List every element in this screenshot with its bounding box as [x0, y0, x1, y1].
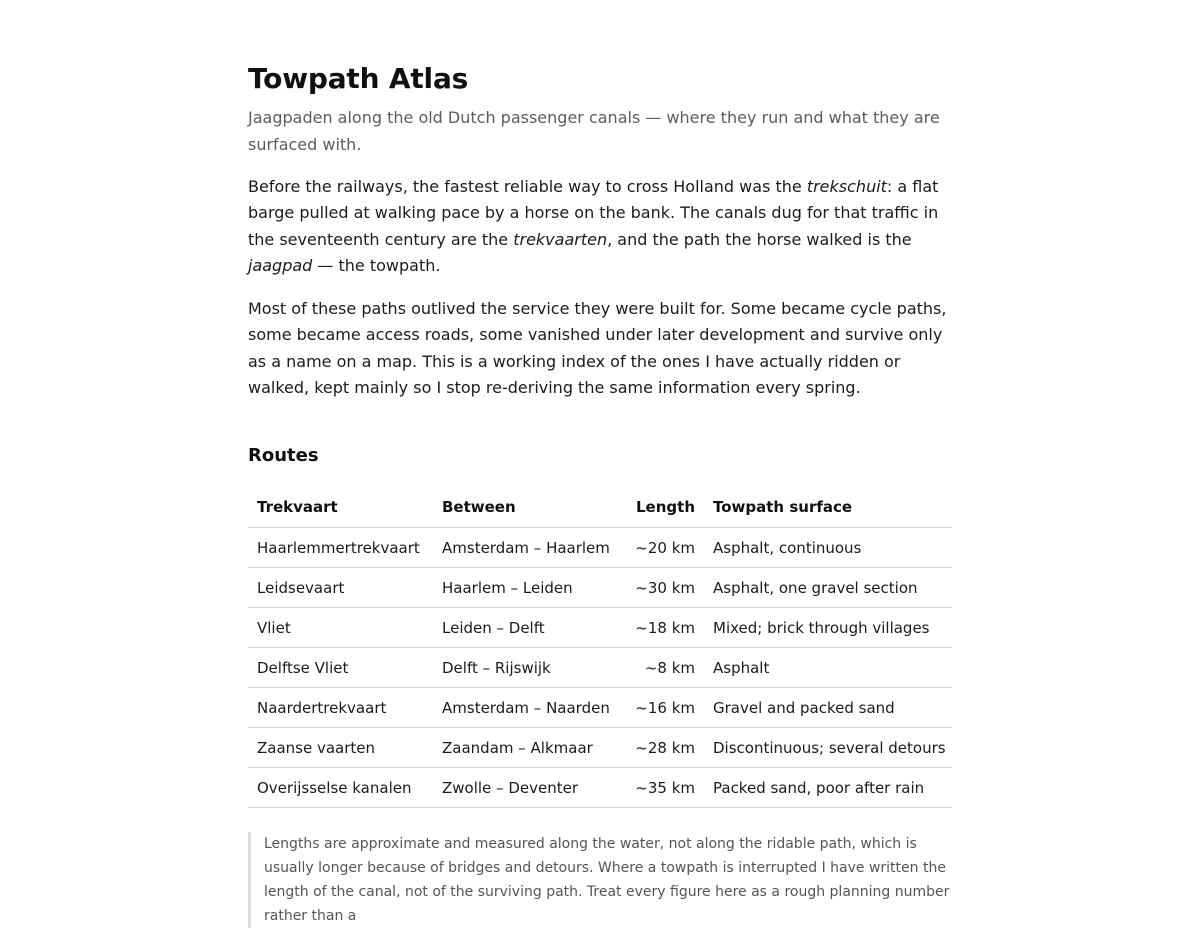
intro-text: — the towpath. [312, 255, 441, 275]
table-row [248, 768, 952, 808]
routes-table [248, 487, 952, 808]
column-header-length: Length [613, 487, 704, 528]
cell-trekvaart: Vliet [248, 608, 433, 648]
cell-surface: Discontinuous; several detours [704, 728, 952, 768]
term-trekvaarten: trekvaarten [513, 229, 608, 249]
cell-surface: Asphalt, one gravel section [704, 568, 952, 608]
column-header-between: Between [433, 487, 613, 528]
table-row [248, 608, 952, 648]
cell-length: ~8 km [613, 648, 704, 688]
intro-paragraph-2: Most of these paths outlived the service they were built for. Some became cycle paths, some became access roads, some vanished under later development and survive only as a name on a map. This is a working index of the ones I have actually ridden or walked, kept mainly so I stop re-deriving the same information every spring. [248, 299, 947, 397]
page-title: Towpath Atlas [248, 62, 469, 95]
cell-length: ~35 km [613, 768, 704, 808]
cell-surface: Asphalt, continuous [704, 528, 952, 568]
term-trekschuit: trekschuit [806, 177, 887, 196]
cell-between: Leiden – Delft [433, 608, 613, 648]
cell-trekvaart: Overijsselse kanalen [248, 768, 433, 808]
table-row [248, 528, 952, 568]
table-row [248, 688, 952, 728]
intro-text: : a flat barge pulled at walking pace by a horse on the bank. The canals dug for that traffic in the seventeenth century are the [248, 177, 939, 249]
cell-trekvaart: Delftse Vliet [248, 648, 433, 688]
cell-between: Delft – Rijswijk [433, 648, 613, 688]
cell-surface: Packed sand, poor after rain [704, 768, 952, 808]
column-header-trekvaart: Trekvaart [248, 487, 433, 528]
table-row [248, 648, 952, 688]
cell-length: ~16 km [613, 688, 704, 728]
section-heading-routes: Routes [248, 445, 319, 466]
cell-trekvaart: Zaanse vaarten [248, 728, 433, 768]
cell-surface: Mixed; brick through villages [704, 608, 952, 648]
cell-between: Amsterdam – Haarlem [433, 528, 613, 568]
intro-text: Before the railways, the fastest reliable way to cross Holland was the [248, 177, 807, 196]
footnote-blockquote: Lengths are approximate and measured along the water, not along the ridable path, which is usually longer because of bridges and detours. Where a towpath is interrupted I have written the length of the canal, not of the surviving path. Treat every figure here as a rough planning number rather than a [248, 832, 952, 928]
cell-between: Zaandam – Alkmaar [433, 728, 613, 768]
cell-length: ~18 km [613, 608, 704, 648]
table-row [248, 568, 952, 608]
cell-surface: Asphalt [704, 648, 952, 688]
cell-between: Amsterdam – Naarden [433, 688, 613, 728]
intro-paragraph-1 [248, 174, 952, 279]
page-subtitle: Jaagpaden along the old Dutch passenger canals — where they run and what they are surfaced with. [248, 108, 940, 154]
cell-trekvaart: Leidsevaart [248, 568, 433, 608]
cell-surface: Gravel and packed sand [704, 688, 952, 728]
cell-length: ~28 km [613, 728, 704, 768]
table-row [248, 728, 952, 768]
table-header-row [248, 487, 952, 528]
cell-trekvaart: Haarlemmertrekvaart [248, 528, 433, 568]
cell-length: ~20 km [613, 528, 704, 568]
cell-length: ~30 km [613, 568, 704, 608]
intro-text: , and the path the horse walked is the [607, 229, 912, 249]
cell-between: Haarlem – Leiden [433, 568, 613, 608]
cell-trekvaart: Naardertrekvaart [248, 688, 433, 728]
term-jaagpad: jaagpad [248, 255, 313, 275]
cell-between: Zwolle – Deventer [433, 768, 613, 808]
column-header-surface: Towpath surface [704, 487, 952, 528]
